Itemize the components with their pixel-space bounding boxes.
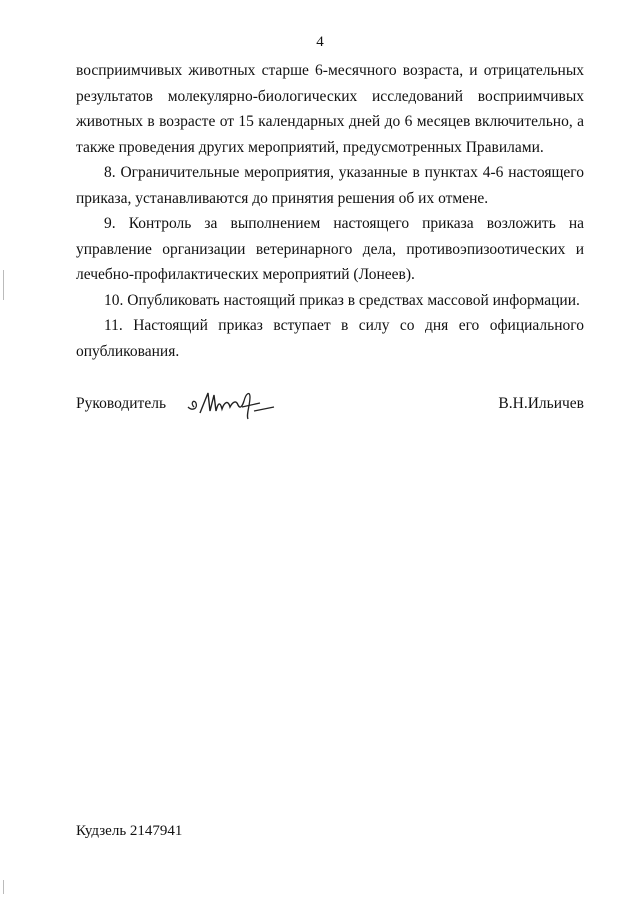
- document-body: [76, 58, 584, 364]
- signature-block: [76, 389, 584, 421]
- scan-edge-mark: [3, 880, 4, 894]
- executor-note: Кудзель 2147941: [76, 823, 183, 839]
- scan-edge-mark: [3, 270, 4, 300]
- paragraph-10: 10. Опубликовать настоящий приказ в средствах массовой информации.: [104, 291, 580, 309]
- signatory-name: В.Н.Ильичев: [498, 395, 584, 412]
- page-number: 4: [316, 34, 324, 50]
- signatory-title: Руководитель: [76, 395, 167, 412]
- paragraph-11: 11. Настоящий приказ вступает в силу со дня его официального опубликования.: [76, 317, 584, 360]
- paragraph-continuation: восприимчивых животных старше 6-месячного возраста, и отрицательных результатов молекулярно-биологических исследований восприимчивых животных в возрасте от 15 календарных дней до 6 месяцев включительно, а также проведения других мероприятий, предусмотренных Правилами.: [76, 62, 584, 156]
- paragraph-8: 8. Ограничительные мероприятия, указанные в пунктах 4-6 настоящего приказа, устанавливаются до принятия решения об их отмене.: [76, 164, 584, 207]
- paragraph-9: 9. Контроль за выполнением настоящего приказа возложить на управление организации ветеринарного дела, противоэпизоотических и лечебно-профилактических мероприятий (Лонеев).: [76, 215, 584, 283]
- handwritten-signature: [184, 385, 280, 421]
